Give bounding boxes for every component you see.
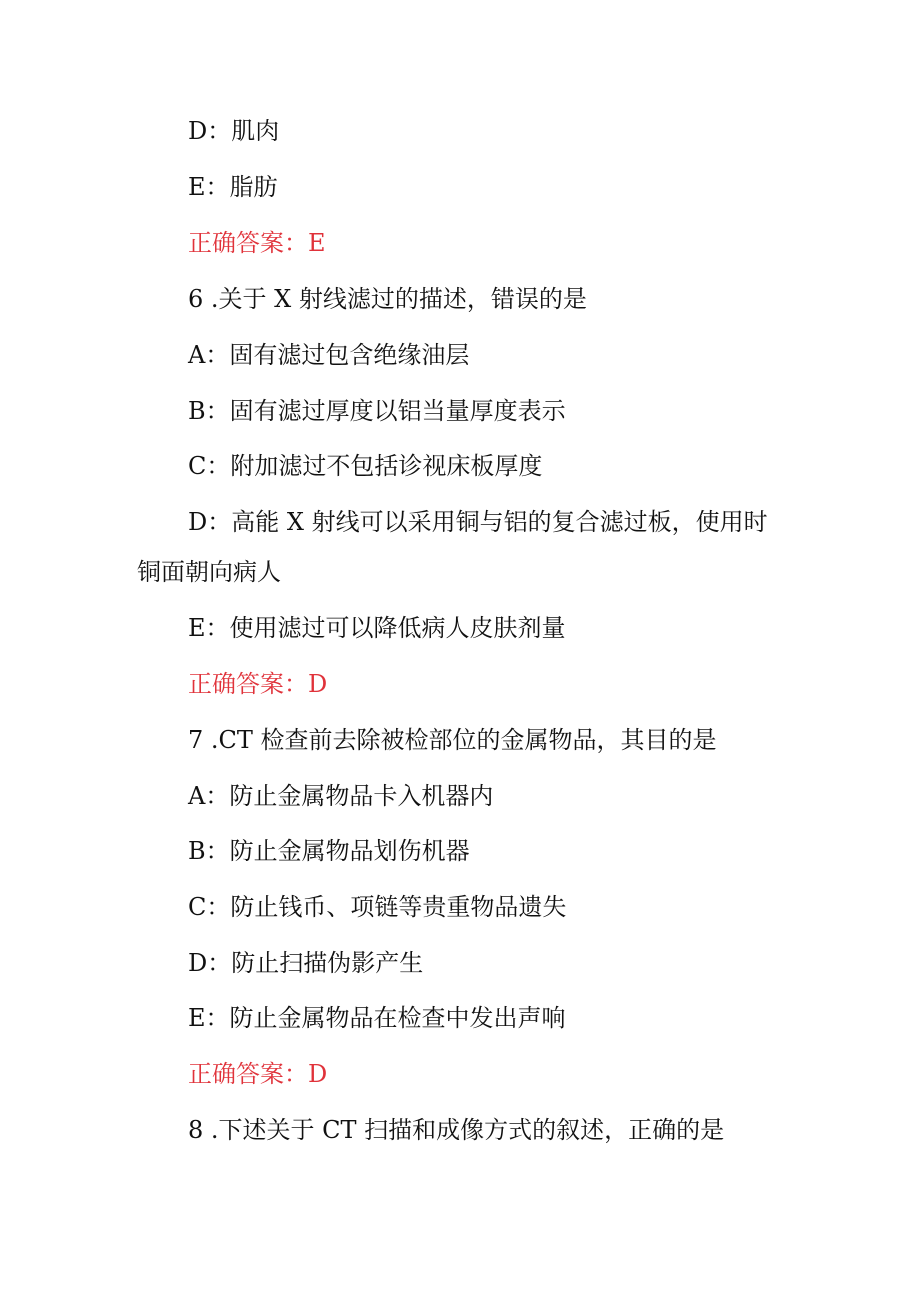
- q6-option-d: D：高能 X 射线可以采用铜与铝的复合滤过板，使用时: [188, 508, 768, 536]
- q6-answer: 正确答案：D: [188, 670, 328, 698]
- q6-option-d-continued: 铜面朝向病人: [137, 558, 281, 586]
- q6-question: 6 .关于 X 射线滤过的描述，错误的是: [188, 285, 587, 313]
- q7-option-a: A：防止金属物品卡入机器内: [188, 782, 494, 810]
- q7-option-e: E：防止金属物品在检查中发出声响: [188, 1004, 566, 1032]
- q7-option-d: D：防止扫描伪影产生: [188, 949, 424, 977]
- q6-option-b: B：固有滤过厚度以铝当量厚度表示: [188, 397, 566, 425]
- q8-question: 8 .下述关于 CT 扫描和成像方式的叙述，正确的是: [188, 1116, 725, 1144]
- q7-option-b: B：防止金属物品划伤机器: [188, 837, 470, 865]
- q7-option-c: C：防止钱币、项链等贵重物品遗失: [188, 893, 567, 921]
- q7-answer: 正确答案：D: [188, 1060, 328, 1088]
- q5-option-d: D：肌肉: [188, 117, 280, 145]
- q6-option-c: C：附加滤过不包括诊视床板厚度: [188, 452, 543, 480]
- q7-question: 7 .CT 检查前去除被检部位的金属物品，其目的是: [188, 726, 717, 754]
- q5-option-e: E：脂肪: [188, 173, 278, 201]
- q6-option-e: E：使用滤过可以降低病人皮肤剂量: [188, 614, 566, 642]
- q5-answer: 正确答案：E: [188, 229, 326, 257]
- q6-option-a: A：固有滤过包含绝缘油层: [188, 341, 470, 369]
